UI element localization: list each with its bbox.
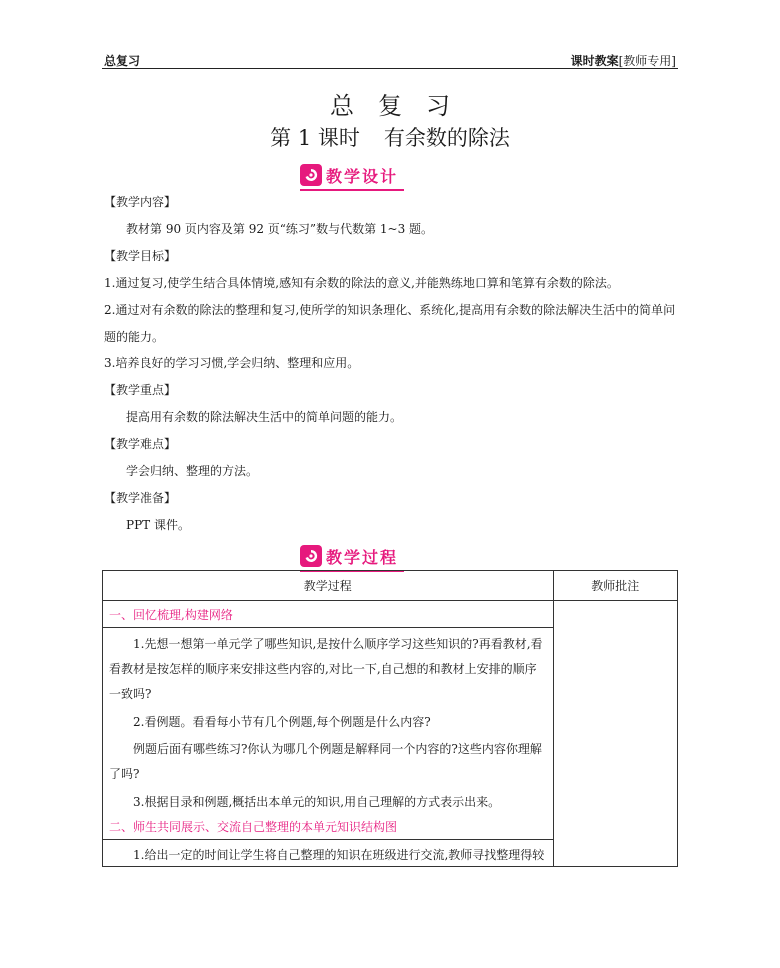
notes-cell [553,601,677,867]
part-2-title: 二、师生共同展示、交流自己整理的本单元知识结构图 [109,820,398,834]
header-doc-type-main: 课时教案 [570,54,619,68]
paragraph-1-line-2: 看教材是按怎样的顺序来安排这些内容的,对比一下,自己想的和教材上安排的顺序 [109,662,537,676]
header-doc-type [571,52,676,69]
section-body-preparation: PPT 课件。 [126,518,190,532]
section-heading-key-points: 【教学重点】 [104,383,177,397]
lesson-topic: 有余数的除法 [383,126,510,150]
section-heading-content: 【教学内容】 [104,195,177,209]
column-header-process: 教学过程 [103,571,554,601]
section-body-difficulties: 学会归纳、整理的方法。 [126,464,259,478]
section-body-key-points: 提高用有余数的除法解决生活中的简单问题的能力。 [126,410,403,424]
section-heading-goals: 【教学目标】 [104,249,177,263]
paragraph-1-line-1: 1.先想一想第一单元学了哪些知识,是按什么顺序学习这些知识的?再看教材,看 [133,637,543,651]
process-cell [103,601,554,867]
swirl-logo-icon [300,164,322,186]
section-body-content: 教材第 90 页内容及第 92 页“练习”数与代数第 1~3 题。 [126,222,434,236]
paragraph-2: 2.看例题。看看每小节有几个例题,每个例题是什么内容? [133,715,431,729]
section-heading-preparation: 【教学准备】 [104,491,177,505]
teaching-design-badge [300,162,398,188]
teaching-process-badge [300,543,398,569]
paragraph-5: 1.给出一定的时间让学生将自己整理的知识在班级进行交流,教师寻找整理得较 [133,848,545,862]
table-row [103,601,678,867]
row-divider [103,839,553,840]
row-divider [103,627,553,628]
table-header-row [103,571,678,601]
paragraph-3-line-1: 例题后面有哪些练习?你认为哪几个例题是解释同一个内容的?这些内容你理解 [133,742,542,756]
goal-1: 1.通过复习,使学生结合具体情境,感知有余数的除法的意义,并能熟练地口算和笔算有余数的除法。 [104,276,619,290]
part-1-title: 一、回忆梳理,构建网络 [109,608,233,622]
badge-underline [300,189,404,191]
header-doc-type-sub: [教师专用] [618,54,676,68]
header-section-label: 总复习 [104,54,141,68]
lesson-number: 第 1 课时 [270,126,360,150]
header-divider [102,68,678,69]
paragraph-1-line-3: 一致吗? [109,687,152,701]
goal-3: 3.培养良好的学习习惯,学会归纳、整理和应用。 [104,356,360,370]
lesson-title [0,122,780,152]
goal-2-line-2: 题的能力。 [104,330,165,344]
swirl-logo-icon [300,545,322,567]
page-title: 总复习 [330,92,474,120]
goal-2-line-1: 2.通过对有余数的除法的整理和复习,使所学的知识条理化、系统化,提高用有余数的除法解决生活中的简单问 [104,303,676,317]
teaching-process-label: 教学过程 [326,547,399,567]
teaching-design-label: 教学设计 [326,166,399,186]
section-heading-difficulties: 【教学难点】 [104,437,177,451]
process-table [102,570,678,867]
column-header-notes: 教师批注 [553,571,677,601]
paragraph-3-line-2: 了吗? [109,767,140,781]
paragraph-4: 3.根据目录和例题,概括出本单元的知识,用自己理解的方式表示出来。 [133,795,501,809]
